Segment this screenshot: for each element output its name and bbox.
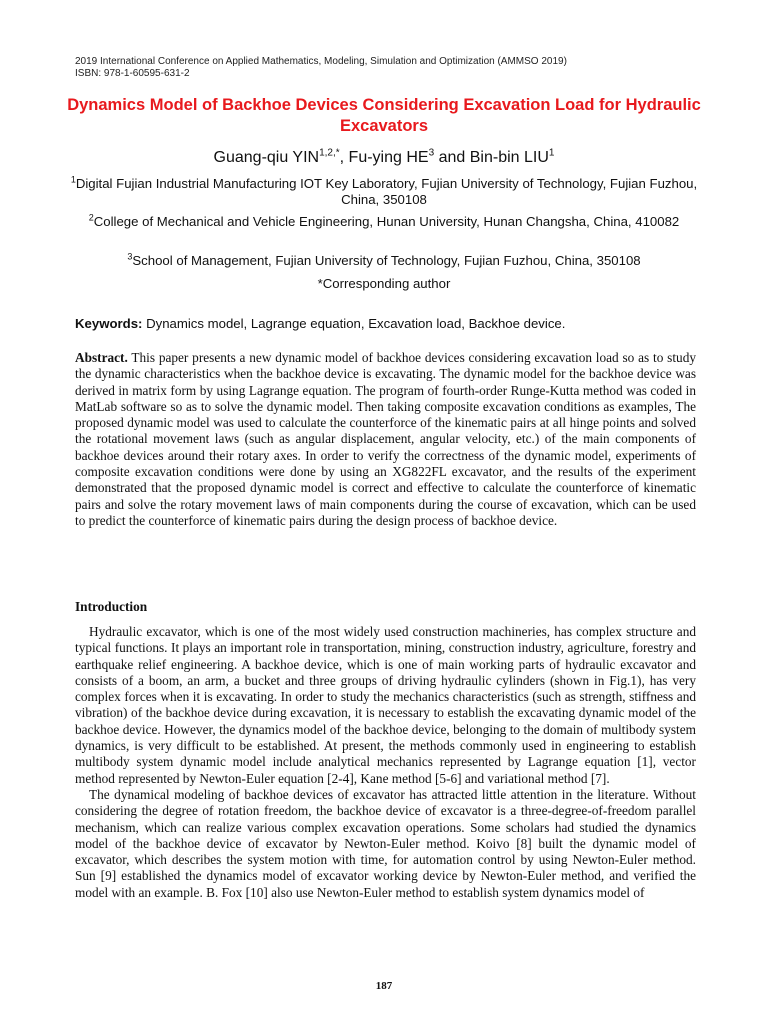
isbn: ISBN: 978-1-60595-631-2 bbox=[75, 68, 190, 79]
affiliation-number: 1 bbox=[70, 174, 76, 185]
affiliation-3 bbox=[60, 253, 708, 269]
affiliation-number: 2 bbox=[88, 212, 94, 223]
affiliation-2 bbox=[60, 214, 708, 230]
author-separator: , bbox=[339, 149, 349, 166]
page-number: 187 bbox=[375, 980, 393, 992]
keywords-label: Keywords: bbox=[75, 316, 143, 331]
affiliation-number: 3 bbox=[127, 251, 133, 262]
body-paragraph: Hydraulic excavator, which is one of the most widely used construction machineries, has complex structure and typical functions. It plays an important role in transportation, mining, construction industry, agriculture, forestry and earthquake relief engineering. A backhoe device, which is one of main working parts of hydraulic excavator and consists of a boom, an arm, a bucket and three groups of driving hydraulic cylinders (shown in Fig.1), has very complex forces when it is excavating. In order to study the mechanics characteristics (such as strength, stiffness and vibration) of the backhoe device during excavation, it is necessary to establish the excavating dynamic model of the backhoe device. However, the dynamics model of the backhoe device, belonging to the domain of multibody system dynamics, is very difficult to be established. At present, the methods commonly used in engineering to establish multibody system dynamic model include analytical mechanics represented by Lagrange equation [1], vector method represented by Newton-Euler equation [2-4], Kane method [5-6] and variational method [7]. bbox=[75, 624, 696, 786]
section-heading-introduction: Introduction bbox=[75, 599, 148, 614]
abstract bbox=[75, 350, 696, 529]
affiliation-text: College of Mechanical and Vehicle Engineering, Hunan University, Hunan Changsha, China, 410082 bbox=[93, 214, 680, 229]
conference-name: 2019 International Conference on Applied Mathematics, Modeling, Simulation and Optimization (AMMSO 2019) bbox=[75, 56, 567, 67]
author-separator: and bbox=[434, 149, 470, 166]
abstract-text: This paper presents a new dynamic model of backhoe devices considering excavation load so as to study the dynamic characteristics when the backhoe device is excavating. The dynamic model for the backhoe device was derived in matrix form by using Lagrange equation. The program of fourth-order Runge-Kutta method was coded in MatLab software so as to solve the dynamic model. Then taking composite excavation conditions as examples, The proposed dynamic model was used to calculate the counterforce of the kinematic pairs at all hinge points and solved the rotational movement laws (such as angular displacement, angular velocity, etc.) of the main components of backhoe devices around their rotary axes. In order to verify the correctness of the dynamic model, experiments of composite excavation conditions were done by using an XG822FL excavator, and the results of the experiment demonstrated that the proposed dynamic model is correct and effective to calculate the counterforce of kinematic pairs and solve the rotary movement laws of main components during the course of excavation, which can be used to predict the counterforce of kinematic pairs during the design process of backhoe device. bbox=[75, 350, 696, 528]
keywords-text: Dynamics model, Lagrange equation, Excavation load, Backhoe device. bbox=[142, 316, 566, 331]
affiliation-1 bbox=[60, 176, 708, 208]
author-affiliation-mark: 1,2,* bbox=[319, 147, 340, 159]
affiliation-text: School of Management, Fujian University of Technology, Fujian Fuzhou, China, 350108 bbox=[132, 253, 641, 268]
abstract-paragraph bbox=[75, 350, 696, 529]
author-list bbox=[60, 148, 708, 168]
keywords bbox=[75, 315, 695, 332]
author-name: Guang-qiu YIN bbox=[213, 149, 320, 166]
author-affiliation-mark: 3 bbox=[428, 147, 435, 159]
corresponding-author-note: *Corresponding author bbox=[317, 276, 451, 291]
author-affiliation-mark: 1 bbox=[548, 147, 555, 159]
author-name: Fu-ying HE bbox=[348, 149, 429, 166]
introduction-body bbox=[75, 624, 696, 901]
conference-header bbox=[75, 56, 675, 80]
body-paragraph: The dynamical modeling of backhoe devices of excavator has attracted little attention in the literature. Without considering the degree of rotation freedom, the backhoe device of excavator is a three-degree-of-freedom parallel mechanism, which can realize various complex excavation operations. Some scholars had studied the dynamics model of the backhoe device of excavator by Newton-Euler method. Koivo [8] built the dynamic model of excavator, which describes the system motion with time, for automation control by using Newton-Euler method. Sun [9] established the dynamics model of excavator working device by Newton-Euler method, and verified the model with an example. B. Fox [10] also use Newton-Euler method to establish system dynamics model of bbox=[75, 786, 696, 900]
author-name: Bin-bin LIU bbox=[469, 149, 549, 166]
abstract-label: Abstract. bbox=[75, 350, 128, 365]
affiliation-text: Digital Fujian Industrial Manufacturing IOT Key Laboratory, Fujian University of Technology, Fujian Fuzhou, China, 350108 bbox=[75, 176, 698, 207]
paper-title: Dynamics Model of Backhoe Devices Considering Excavation Load for Hydraulic Excavators bbox=[67, 96, 701, 135]
